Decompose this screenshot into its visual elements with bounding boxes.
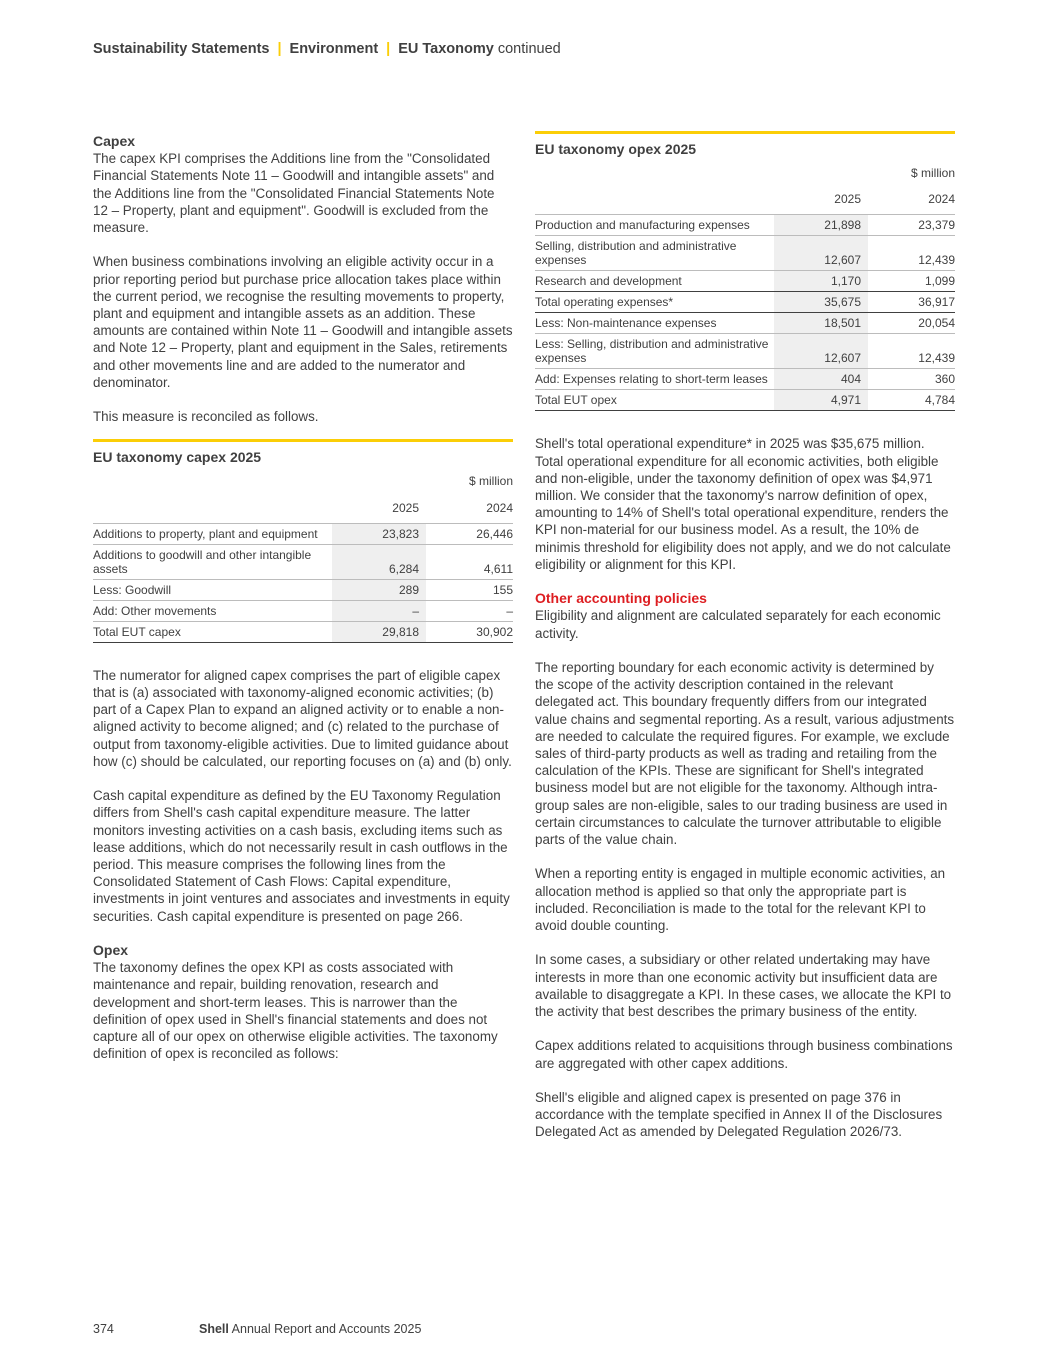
capex-heading: Capex [93, 133, 136, 149]
body-paragraph: Shell's eligible and aligned capex is presented on page 376 in accordance with the template specified in Annex II of the Disclosures Delegated Act as amended by Delegated Regulation 2026/73. [535, 1090, 943, 1140]
left-column [93, 133, 513, 1080]
unit-label: $ million [910, 166, 955, 180]
footer-report-title: Annual Report and Accounts 2025 [231, 1322, 422, 1336]
table-row: Research and development 1,170 1,099 [535, 271, 955, 292]
breadcrumb-section: Sustainability Statements [93, 41, 270, 57]
capex-table-block [93, 439, 513, 642]
opex-table [535, 162, 955, 411]
breadcrumb-suffix: continued [497, 41, 561, 57]
table-row: Selling, distribution and administrative expenses 12,607 12,439 [535, 236, 955, 271]
footer-brand: Shell [199, 1322, 229, 1336]
body-paragraph: In some cases, a subsidiary or other related undertaking may have interests in more than one economic activity but insufficient data are available to disaggregate a KPI. In these cases, we allocate the KPI to the activity that best describes the primary business of the entity. [535, 952, 952, 1020]
capex-paragraph: The capex KPI comprises the Additions line from the "Consolidated Financial Statements Note 11 – Goodwill and intangible assets" and the Additions line from the "Consolidated Financial Statements Note 12 – Property, plant and equipment". Goodwill is excluded from the measure. [93, 151, 495, 236]
breadcrumb-separator: | [277, 41, 282, 57]
table-row-total: Total EUT opex 4,971 4,784 [535, 390, 955, 411]
capex-table [93, 470, 513, 642]
table-row: Add: Other movements – – [93, 600, 513, 621]
breadcrumb-subsection: Environment [289, 41, 379, 57]
body-paragraph: Cash capital expenditure as defined by the EU Taxonomy Regulation differs from Shell's cash capital expenditure measure. The latter monitors investing activities on a cash basis, excluding items such as lease additions, which do not necessarily result in cash outflows in the period. This measure comprises the following lines from the Consolidated Statement of Cash Flows: Capital expenditure, investments in joint ventures and associates and investments in equity securities. Cash capital expenditure is presented on page 266. [93, 788, 510, 924]
table-row: Less: Non-maintenance expenses 18,501 20,054 [535, 313, 955, 334]
table-row-total: Total EUT capex 29,818 30,902 [93, 621, 513, 642]
body-paragraph: The numerator for aligned capex comprises the part of eligible capex that is (a) associated with taxonomy-aligned economic activities; (b) part of a Capex Plan to expand an aligned activity or to enable a non-aligned activity to become aligned; and (c) related to the purchase of output from taxonomy-eligible activities. Due to limited guidance about how (c) should be calculated, our reporting focuses on (a) and (b) only. [93, 667, 512, 769]
policies-heading: Other accounting policies [535, 590, 707, 607]
opex-table-title: EU taxonomy opex 2025 [535, 141, 697, 157]
table-row: Production and manufacturing expenses 21,898 23,379 [535, 215, 955, 236]
opex-table-block [535, 131, 955, 411]
column-header: 2024 [486, 500, 513, 515]
capex-table-title: EU taxonomy capex 2025 [93, 449, 262, 466]
right-column [535, 131, 955, 1158]
breadcrumb [93, 41, 561, 57]
capex-paragraph: This measure is reconciled as follows. [93, 409, 319, 425]
table-row: Less: Goodwill 289 155 [93, 579, 513, 600]
body-paragraph: Shell's total operational expenditure* in 2025 was $35,675 million. Total operational expenditure for all economic activities, both eligible and non-eligible, under the taxonomy definition of opex was $4,971 million. We consider that the taxonomy's narrow definition of opex, amounting to 14% of Shell's total operational expenditure, renders the KPI non-material for our business model. As a result, the 10% de minimis threshold for eligibility does not apply, and we do not calculate eligibility or alignment for this KPI. [535, 436, 951, 572]
column-header: 2025 [834, 192, 861, 207]
body-paragraph: Eligibility and alignment are calculated separately for each economic activity. [535, 608, 941, 641]
unit-label: $ million [468, 474, 513, 489]
body-paragraph: The reporting boundary for each economic activity is determined by the scope of the activity description contained in the relevant delegated act. This boundary frequently differs from our integrated value chains and segmental reporting. As a result, various adjustments are needed to calculate the required figures. For example, we exclude sales of third-party products as well as trading and retailing from the calculation of the KPIs. These are significant for Shell's integrated business model but are not eligible for the taxonomy. Although intra-group sales are non-eligible, sales to our trading business are used in certain circumstances to calculate the turnover attributable to eligible parts of the value chain. [535, 660, 955, 848]
body-paragraph: Capex additions related to acquisitions through business combinations are aggregated with other capex additions. [535, 1038, 953, 1071]
page-number: 374 [93, 1322, 114, 1336]
breadcrumb-separator: | [386, 41, 391, 57]
table-row: Additions to goodwill and other intangible assets 6,284 4,611 [93, 544, 513, 579]
table-row: Add: Expenses relating to short-term leases 404 360 [535, 369, 955, 390]
footer-publication [199, 1322, 421, 1336]
table-row: Less: Selling, distribution and administrative expenses 12,607 12,439 [535, 334, 955, 369]
column-header: 2024 [928, 192, 955, 207]
body-paragraph: When a reporting entity is engaged in multiple economic activities, an allocation method is applied so that only the appropriate part is included. Reconciliation is made to the total for the relevant KPI to avoid double counting. [535, 866, 946, 934]
opex-heading: Opex [93, 942, 129, 959]
table-row: Additions to property, plant and equipment 23,823 26,446 [93, 523, 513, 544]
body-paragraph: The taxonomy defines the opex KPI as costs associated with maintenance and repair, building renovation, research and development and short-term leases. This is narrower than the definition of opex used in Shell's financial statements and does not capture all of our opex on otherwise eligible activities. The taxonomy definition of opex is reconciled as follows: [93, 960, 498, 1062]
column-header: 2025 [392, 500, 419, 515]
breadcrumb-topic: EU Taxonomy [398, 41, 494, 57]
table-row-subtotal: Total operating expenses* 35,675 36,917 [535, 292, 955, 313]
capex-paragraph: When business combinations involving an eligible activity occur in a prior reporting period but purchase price allocation takes place within the current period, we recognise the resulting movements to property, plant and equipment and intangible assets as an addition. These amounts are contained within Note 11 – Goodwill and intangible assets and Note 12 – Property, plant and equipment in the Sales, retirements and other movements line and are added to the numerator and denominator. [93, 254, 513, 390]
table-accent-bar [535, 131, 955, 134]
table-accent-bar [93, 439, 513, 442]
